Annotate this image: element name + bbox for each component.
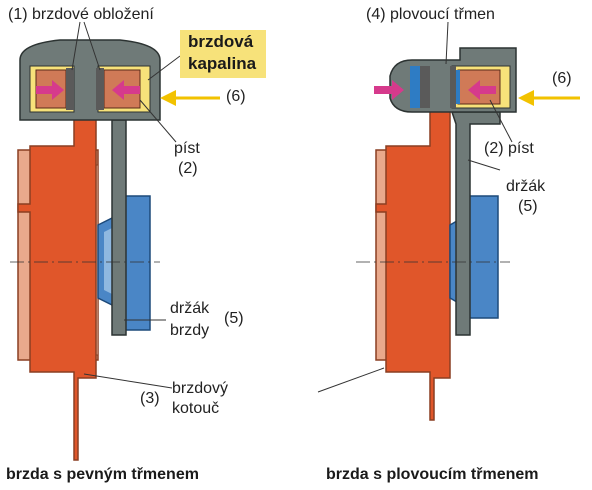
label-holder-right-line1: držák bbox=[506, 178, 546, 195]
leader-disc bbox=[84, 374, 172, 388]
right-force-arrow bbox=[518, 90, 534, 106]
label-fluid-line2: kapalina bbox=[188, 54, 257, 73]
label-brake-pads: (1) brzdové obložení bbox=[8, 6, 154, 23]
leader-caliper bbox=[446, 22, 448, 64]
label-disc-num: (3) bbox=[140, 390, 160, 407]
caption-floating-caliper: brzda s plovoucím třmenem bbox=[326, 466, 539, 483]
label-fluid-line1: brzdová bbox=[188, 32, 254, 51]
label-piston-left-line2: (2) bbox=[178, 160, 198, 177]
label-piston-left-line1: píst bbox=[174, 140, 200, 157]
label-floating-caliper: (4) plovoucí třmen bbox=[366, 6, 495, 23]
right-brake-disc bbox=[376, 62, 450, 420]
label-holder-left-line1: držák bbox=[170, 300, 210, 317]
left-pad-inner bbox=[96, 68, 104, 110]
leader-right-holder bbox=[468, 160, 500, 170]
label-disc-line2: kotouč bbox=[172, 400, 220, 417]
label-force-right: (6) bbox=[552, 70, 572, 87]
right-pad-outer bbox=[420, 66, 430, 108]
left-caliper-holder bbox=[112, 120, 126, 335]
left-pad-outer bbox=[66, 68, 74, 110]
left-force-arrow bbox=[160, 90, 176, 106]
caption-fixed-caliper: brzda s pevným třmenem bbox=[6, 466, 199, 483]
label-holder-right-line2: (5) bbox=[518, 198, 538, 215]
brake-fluid-label-box bbox=[180, 30, 266, 78]
floating-caliper-brake bbox=[318, 22, 580, 420]
label-disc-line1: brzdový bbox=[172, 380, 229, 397]
label-force-left: (6) bbox=[226, 88, 246, 105]
label-holder-left-line2: brzdy bbox=[170, 322, 210, 339]
label-piston-right: (2) píst bbox=[484, 140, 534, 157]
leader-right-disc bbox=[318, 368, 384, 392]
right-pad-inner bbox=[450, 66, 456, 108]
right-pad-outer-blue bbox=[410, 66, 420, 108]
left-brake-disc bbox=[18, 62, 96, 460]
label-holder-left-num: (5) bbox=[224, 310, 244, 327]
